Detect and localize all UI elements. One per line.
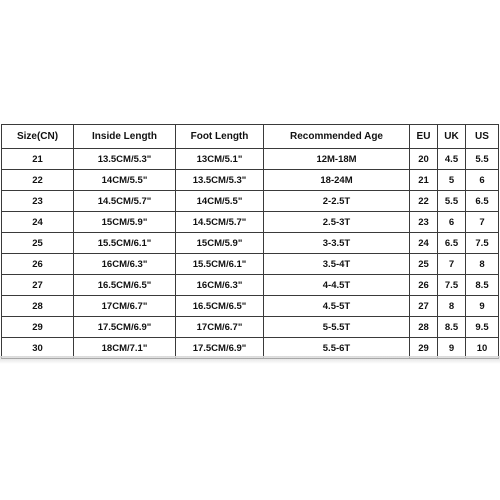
cell-uk: 7.5 xyxy=(438,275,466,296)
cell-foot-length: 13.5CM/5.3" xyxy=(176,170,264,191)
cell-size-cn: 21 xyxy=(2,149,74,170)
table-row xyxy=(2,233,499,254)
header-foot-length: Foot Length xyxy=(176,125,264,149)
cell-inside-length: 17.5CM/6.9" xyxy=(74,317,176,338)
cell-eu: 20 xyxy=(410,149,438,170)
cell-foot-length: 17.5CM/6.9" xyxy=(176,338,264,359)
cell-uk: 8 xyxy=(438,296,466,317)
cell-uk: 9 xyxy=(438,338,466,359)
cell-uk: 6 xyxy=(438,212,466,233)
cell-us: 5.5 xyxy=(466,149,499,170)
cell-size-cn: 30 xyxy=(2,338,74,359)
cell-recommended-age: 18-24M xyxy=(264,170,410,191)
cell-us: 8 xyxy=(466,254,499,275)
cell-recommended-age: 12M-18M xyxy=(264,149,410,170)
table-bottom-shadow xyxy=(0,356,500,364)
cell-size-cn: 24 xyxy=(2,212,74,233)
cell-uk: 6.5 xyxy=(438,233,466,254)
cell-inside-length: 18CM/7.1" xyxy=(74,338,176,359)
table-row xyxy=(2,212,499,233)
cell-inside-length: 15CM/5.9" xyxy=(74,212,176,233)
cell-eu: 28 xyxy=(410,317,438,338)
cell-uk: 4.5 xyxy=(438,149,466,170)
cell-inside-length: 14.5CM/5.7" xyxy=(74,191,176,212)
cell-inside-length: 17CM/6.7" xyxy=(74,296,176,317)
cell-size-cn: 29 xyxy=(2,317,74,338)
table-row xyxy=(2,275,499,296)
header-uk: UK xyxy=(438,125,466,149)
cell-size-cn: 23 xyxy=(2,191,74,212)
header-size-cn: Size(CN) xyxy=(2,125,74,149)
cell-inside-length: 15.5CM/6.1" xyxy=(74,233,176,254)
cell-foot-length: 13CM/5.1" xyxy=(176,149,264,170)
cell-eu: 25 xyxy=(410,254,438,275)
table-row xyxy=(2,170,499,191)
cell-uk: 5 xyxy=(438,170,466,191)
header-eu: EU xyxy=(410,125,438,149)
cell-us: 6 xyxy=(466,170,499,191)
table-row xyxy=(2,296,499,317)
cell-recommended-age: 2-2.5T xyxy=(264,191,410,212)
cell-size-cn: 26 xyxy=(2,254,74,275)
cell-foot-length: 16.5CM/6.5" xyxy=(176,296,264,317)
cell-eu: 22 xyxy=(410,191,438,212)
cell-recommended-age: 4-4.5T xyxy=(264,275,410,296)
cell-inside-length: 14CM/5.5" xyxy=(74,170,176,191)
cell-size-cn: 28 xyxy=(2,296,74,317)
cell-size-cn: 22 xyxy=(2,170,74,191)
cell-uk: 5.5 xyxy=(438,191,466,212)
cell-foot-length: 14.5CM/5.7" xyxy=(176,212,264,233)
cell-inside-length: 13.5CM/5.3" xyxy=(74,149,176,170)
size-chart-table xyxy=(1,124,499,359)
cell-us: 9 xyxy=(466,296,499,317)
table-row xyxy=(2,191,499,212)
cell-eu: 27 xyxy=(410,296,438,317)
cell-inside-length: 16.5CM/6.5" xyxy=(74,275,176,296)
cell-size-cn: 25 xyxy=(2,233,74,254)
cell-us: 7 xyxy=(466,212,499,233)
cell-size-cn: 27 xyxy=(2,275,74,296)
cell-recommended-age: 3-3.5T xyxy=(264,233,410,254)
cell-eu: 21 xyxy=(410,170,438,191)
cell-foot-length: 17CM/6.7" xyxy=(176,317,264,338)
cell-recommended-age: 5.5-6T xyxy=(264,338,410,359)
cell-eu: 26 xyxy=(410,275,438,296)
header-us: US xyxy=(466,125,499,149)
header-inside-length: Inside Length xyxy=(74,125,176,149)
cell-us: 8.5 xyxy=(466,275,499,296)
table-body xyxy=(2,149,499,359)
cell-recommended-age: 5-5.5T xyxy=(264,317,410,338)
cell-foot-length: 15CM/5.9" xyxy=(176,233,264,254)
cell-recommended-age: 3.5-4T xyxy=(264,254,410,275)
table-header xyxy=(2,125,499,149)
cell-eu: 24 xyxy=(410,233,438,254)
cell-eu: 29 xyxy=(410,338,438,359)
cell-eu: 23 xyxy=(410,212,438,233)
cell-uk: 7 xyxy=(438,254,466,275)
table-row xyxy=(2,317,499,338)
table-row xyxy=(2,254,499,275)
cell-recommended-age: 4.5-5T xyxy=(264,296,410,317)
cell-foot-length: 16CM/6.3" xyxy=(176,275,264,296)
cell-us: 6.5 xyxy=(466,191,499,212)
cell-us: 10 xyxy=(466,338,499,359)
table-row xyxy=(2,149,499,170)
header-row xyxy=(2,125,499,149)
cell-foot-length: 14CM/5.5" xyxy=(176,191,264,212)
cell-us: 7.5 xyxy=(466,233,499,254)
cell-inside-length: 16CM/6.3" xyxy=(74,254,176,275)
cell-us: 9.5 xyxy=(466,317,499,338)
cell-foot-length: 15.5CM/6.1" xyxy=(176,254,264,275)
cell-uk: 8.5 xyxy=(438,317,466,338)
cell-recommended-age: 2.5-3T xyxy=(264,212,410,233)
header-recommended-age: Recommended Age xyxy=(264,125,410,149)
